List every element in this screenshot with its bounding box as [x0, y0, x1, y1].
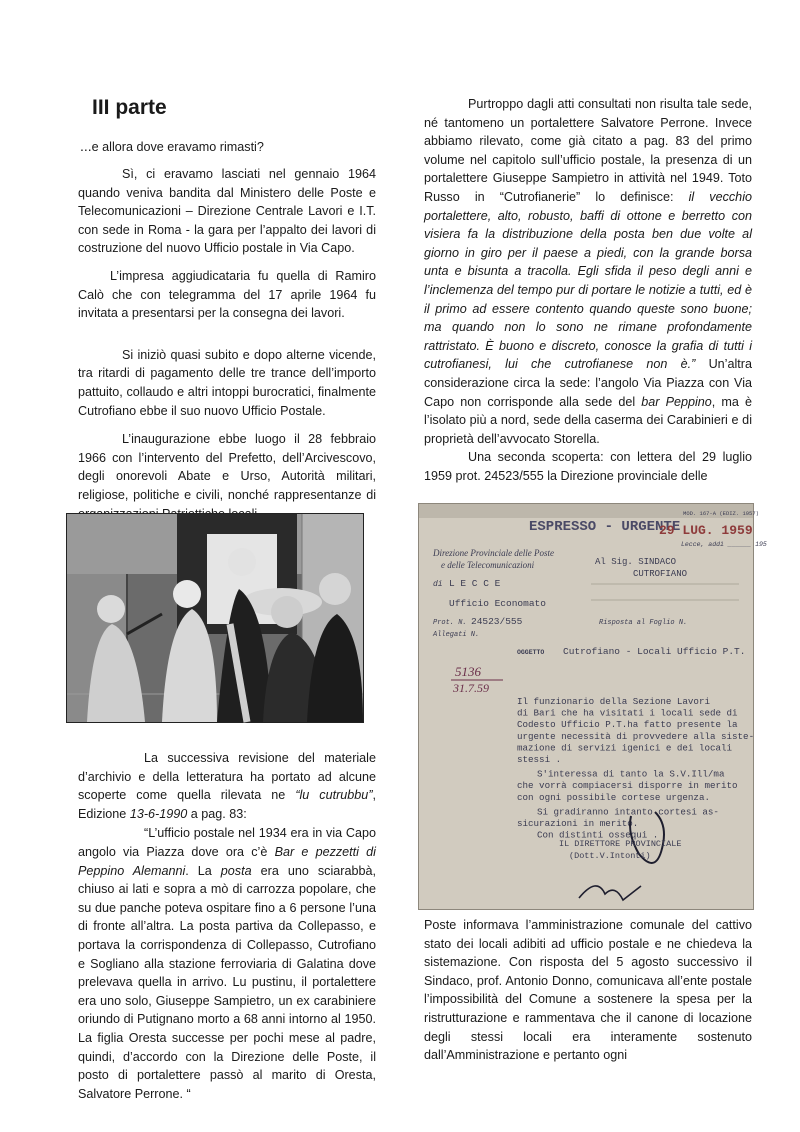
r1-em-d: bar Peppino [641, 394, 712, 409]
inauguration-photo [66, 513, 364, 723]
quote-em-d: posta [220, 863, 252, 878]
doc-body-line: Il funzionario della Sezione Lavori [517, 696, 710, 707]
doc-office: Ufficio Economato [449, 598, 546, 609]
doc-body-line: S'interessa di tanto la S.V.Ill/ma [537, 768, 725, 780]
doc-handwritten-1: 5136 [455, 664, 481, 679]
doc-oggetto-value: Cutrofiano - Locali Ufficio P.T. [563, 646, 746, 657]
letter-illustration [419, 504, 767, 909]
subtitle [80, 138, 264, 154]
right-paragraph-1 [424, 95, 752, 448]
doc-lecce-line: Lecce, addì ______ 195 [681, 541, 767, 548]
left-column-bottom [78, 749, 376, 1103]
doc-body-line: Con distinti ossequi . [537, 829, 659, 841]
paragraph-2: L’impresa aggiudicataria fu quella di Ramiro Calò che con telegramma del 17 aprile 1964 fu invitata a presentarsi per la consegna dei lavori. [78, 268, 376, 321]
doc-date-stamp: 29 LUG. 1959 [659, 523, 753, 538]
doc-body-line: mazione di servizi igenici e dei locali [517, 742, 733, 754]
quote-text-c: . La [185, 863, 221, 878]
page-title: III parte [92, 96, 167, 119]
p5-em-d: 13-6-1990 [129, 806, 188, 821]
r1-text-e: , ma è l’isolato più a nord, sede della caserma dei Carabinieri e di proprietà dell’avvocato Storella. [424, 394, 753, 446]
right-column-top [424, 95, 752, 485]
right-column-bottom [424, 916, 752, 1065]
doc-body-line: sicurazioni in merito. [517, 818, 639, 829]
postal-letter-image [418, 503, 767, 910]
doc-city-prefix: di [433, 580, 443, 589]
quote-em-b: Bar e pezzetti di Peppino Alemanni [78, 844, 376, 878]
doc-recipient-1: Al Sig. SINDACO [595, 557, 677, 567]
doc-body-line: Si gradiranno intanto cortesi as- [537, 806, 719, 818]
doc-body-line: con ogni possibile cortese urgenza. [517, 791, 710, 803]
doc-header-2: e delle Telecomunicazioni [441, 560, 535, 570]
doc-oggetto-label: OGGETTO [517, 649, 545, 656]
doc-header-1: Direzione Provinciale delle Poste [433, 548, 555, 558]
doc-recipient-2: CUTROFIANO [633, 569, 688, 579]
doc-signature-title: IL DIRETTORE PROVINCIALE [559, 839, 682, 849]
doc-stamp: ESPRESSO - URGENTE [529, 519, 681, 535]
quote-text-e: era uno sciarabbà, chiuso ai lati e sopra a mò di carrozza popolare, che su due panche poteva ospitare fino a 6 persone l’una di fronte all’altra. La posta partiva da Collepasso, e portava la corrispondenza di Collepasso, Cutrofiano e Sogliano alla stazione ferroviaria di Galatina dove prelevava quella in arrivo. Lu pustinu, il portalettere era uno solo, Giuseppe Sampietro, un ex carabiniere oriundo di Putignano morto a 68 anni intorno al 1950. La figlia Oresta successe per pochi mese al padre, quindi, d’accordo con la Direzione delle Poste, il posto di portalettere passò al marito di Oresta, Salvatore Perrone. “ [78, 863, 376, 1101]
quote-text-a: “L’ufficio postale nel 1934 era in via Capo angolo via Piazza dove ora c’è [78, 826, 376, 859]
doc-body-line: urgente necessità di provvedere alla siste- [517, 730, 755, 742]
doc-reply-label: Risposta al Foglio N. [599, 619, 688, 627]
paragraph-1: Sì, ci eravamo lasciati nel gennaio 1964 quando veniva bandita dal Ministero delle Poste e Telecomunicazioni – Direzione Centrale Lavori e I.T. con sede in Roma - la gara per l’appalto dei lavori di costruzione del nuovo Ufficio postale in Via Capo. [78, 167, 376, 256]
p5-em-b: “lu cutrubbu” [295, 788, 373, 803]
r1-text-a: Purtroppo dagli atti consultati non risulta tale sede, né tantomeno un portalettere Salvatore Perrone. Invece abbiamo rilevato, come già citato a pag. 83 del primo volume nel capitolo sull’ufficio postale, la presenza di un portalettere Giuseppe Sampietro in attività nel 1949. Toto Russo in “Cutrofianerie” lo definisce: [424, 97, 752, 204]
right-paragraph-3: Poste informava l’amministrazione comunale del cattivo stato dei locali adibiti ad ufficio postale e ne chiedeva la sistemazione. Con risposta del 5 agosto successivo il Sindaco, prof. Antonio Donno, comunicava all’ente postale l’impossibilità del Comune a sostenere la spesa per la ristrutturazione e rammentava che il canone di locazione degli stessi locali era interamente sostenuto dall’Amministrazione e pertanto ogni [424, 918, 752, 1063]
doc-city: L E C C E [449, 578, 501, 589]
photo-illustration [67, 514, 363, 722]
r1-em-b: il vecchio portalettere, alto, robusto, baffi di ottone e berretto con visiera fa la distribuzione della posta ben due volte al giorno in giro per il paese a piedi, con la grande borsa unta e bisunta a tracolla. Egli sfida il peso degli anni e l’inclemenza del tempo pur di portare le notizie a tutti, ed è il primo ad essere contento quando queste sono buone; ma quando non lo sono ne rimane profondamente rattristato. È buono e discreto, conosce la grafia di tutti i cutrofianesi, lui che cutrofianese non è.” [424, 189, 752, 372]
right-paragraph-2: Una seconda scoperta: con lettera del 29 luglio 1959 prot. 24523/555 la Direzione provinciale delle [424, 450, 752, 483]
doc-body-line: di Bari che ha visitati i locali sede di [517, 707, 738, 719]
doc-body-line: che vorrà compiacersi disporre in merito [517, 780, 738, 792]
subtitle-text: e allora dove eravamo rimasti? [91, 140, 264, 154]
p5-text-e: a pag. 83: [187, 806, 247, 821]
subtitle-dots: ... [80, 138, 92, 154]
doc-body-line: stessi . [517, 754, 562, 765]
doc-prot-label: Prot. N. [433, 619, 467, 627]
quote-paragraph [78, 824, 376, 1103]
doc-allegati-label: Allegati N. [433, 631, 480, 639]
p5-text-c: , Edizione [78, 788, 377, 821]
doc-body-line: Codesto Ufficio P.T.ha fatto presente la [517, 719, 738, 731]
paragraph-5 [78, 749, 376, 823]
p5-text-a: La successiva revisione del materiale d’archivio e della letteratura ha portato ad alcune scoperte come quella rilevata ne [78, 751, 376, 803]
r1-text-c: Un’altra considerazione circa la sede: l’angolo Via Piazza con Via Capo non corrisponde alla sede del [424, 357, 752, 409]
doc-signature-name: (Dott.V.Intonti) [569, 851, 651, 861]
doc-prot-value: 24523/555 [471, 616, 523, 627]
left-column-top [78, 165, 376, 523]
paragraph-3: Si iniziò quasi subito e dopo alterne vicende, tra ritardi di pagamento delle tre trance dell’importo pattuito, collaudo e altri intoppi burocratici, finalmente Cutrofiano ebbe il suo nuovo Ufficio Postale. [78, 347, 376, 418]
paragraph-4: L’inaugurazione ebbe luogo il 28 febbraio 1966 con l’intervento del Prefetto, dell’Arcivescovo, degli onorevoli Abate e Urso, Autorità militari, religiose, politiche e civili, nonché rappresentanze di [78, 432, 376, 502]
doc-handwritten-2: 31.7.59 [453, 681, 489, 695]
doc-model: MOD. 167-A (EDIZ. 1957) [683, 510, 759, 517]
